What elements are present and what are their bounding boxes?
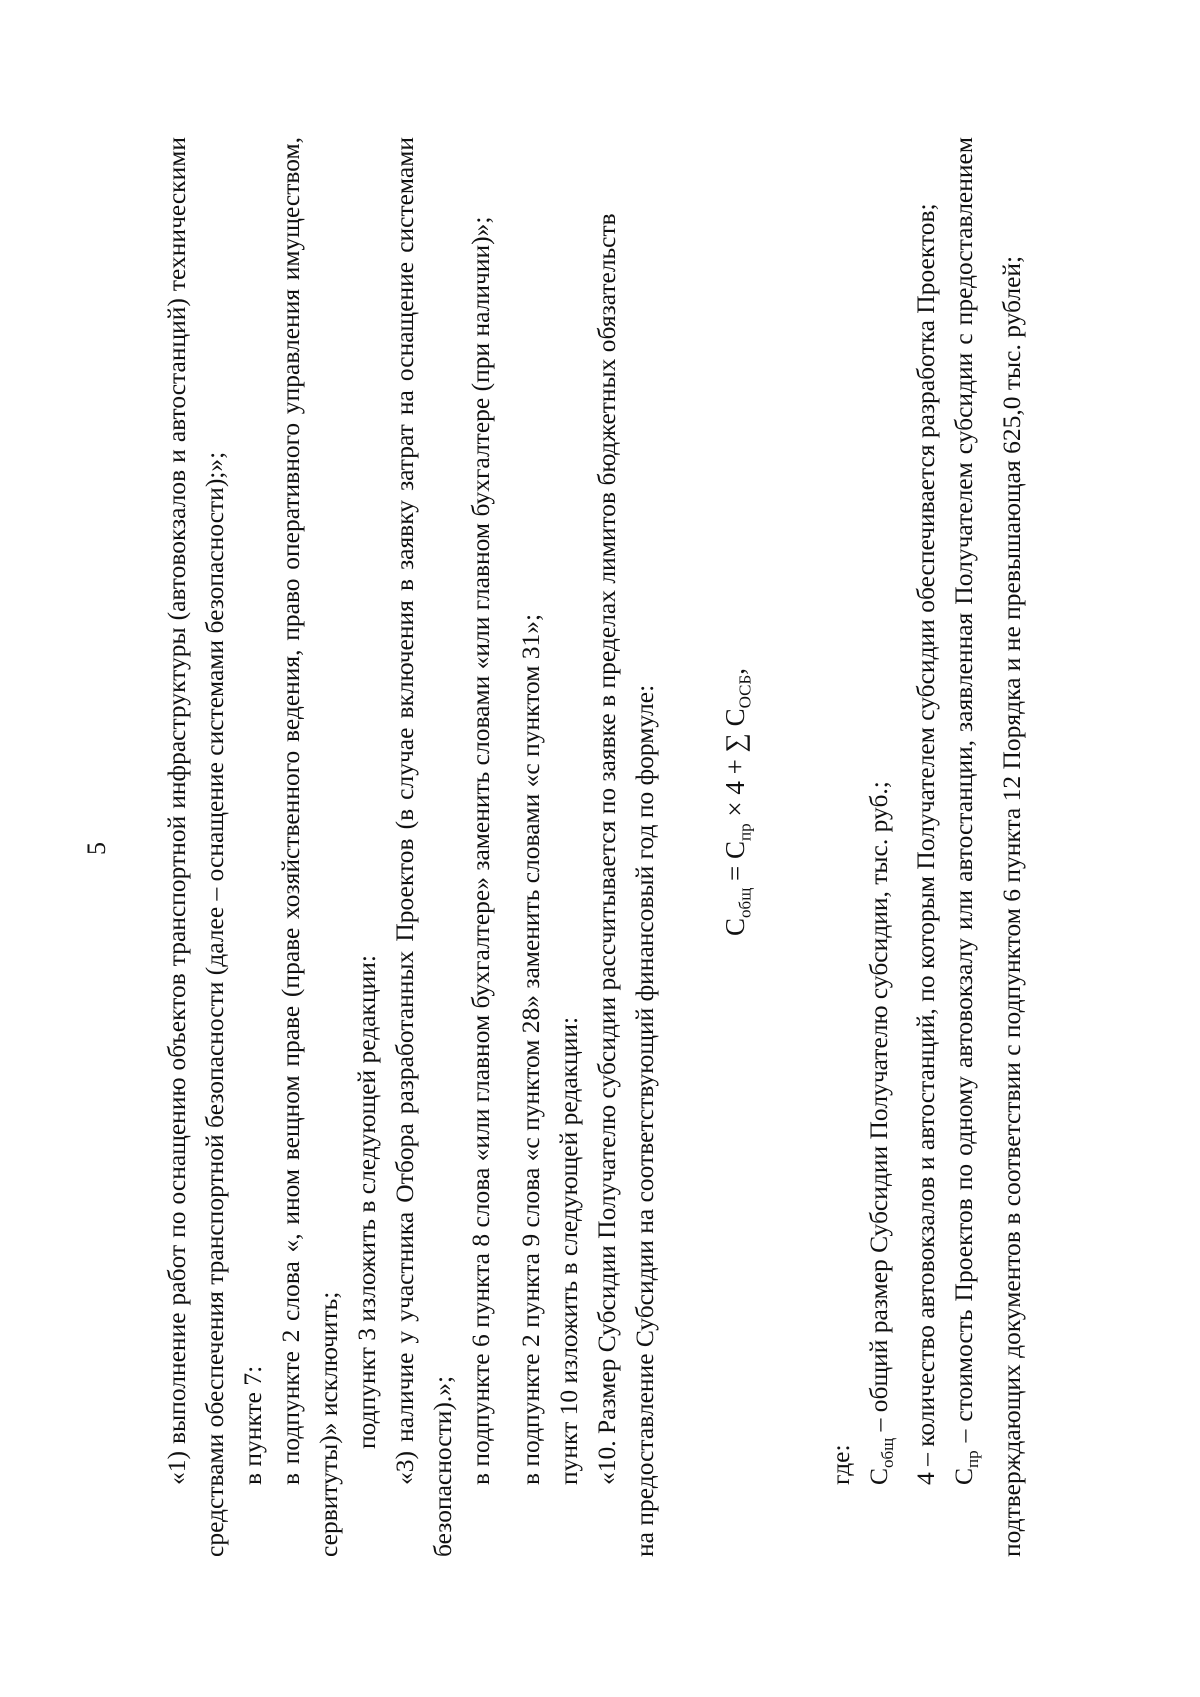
- page-number: 5: [82, 842, 111, 855]
- definitions-where: где:: [826, 1444, 856, 1485]
- paragraph-subpoint-6: в подпункте 6 пункта 8 слова «или главном бухгалтере» заменить словами «или главном бухгалтере (при наличии)»;: [466, 216, 495, 1485]
- paragraph-subpoint-3-intro: подпункт 3 изложить в следующей редакции:: [352, 955, 381, 1449]
- def1-symbol: C: [864, 1467, 894, 1485]
- definition-c-pr: [945, 137, 1030, 1557]
- formula-lhs: C: [720, 917, 750, 936]
- paragraph-point-7: в пункте 7:: [238, 1365, 267, 1485]
- def3-symbol: C: [949, 1467, 979, 1485]
- paragraph-subpoint-3-text: «3) наличие у участника Отбора разработанных Проектов (в случае включения в заявку затрат на оснащение системами безопасности).»;: [390, 137, 457, 1557]
- subsidy-formula: [716, 137, 764, 1557]
- paragraph-subpoint-2: в подпункте 2 слова «, ином вещном праве (праве хозяйственного ведения, право оперативного управления имуществом, сервитуты)» исключить;: [276, 137, 343, 1557]
- formula-times: × 4 + ∑ C: [720, 708, 750, 824]
- formula-eq: = C: [720, 840, 750, 888]
- definition-four: 4 – количество автовокзалов и автостанций, по которым Получателем субсидии обеспечивается разработка Проектов;: [911, 203, 941, 1485]
- def3-text: – стоимость Проектов по одному автовокзалу или автостанции, заявленная Получателем субсидии с предоставлением подтверждающих документов в соответствии с подпунктом 6 пункта 12 Порядка и не превышающая 625,0 тыс. рублей;: [949, 137, 1026, 1557]
- paragraph-point-10-intro: пункт 10 изложить в следующей редакции:: [554, 1016, 583, 1485]
- def3-sub: пр: [963, 1450, 983, 1468]
- paragraph-formula-intro: на предоставление Субсидии на соответствующий финансовый год по формуле:: [630, 684, 659, 1557]
- formula-lhs-sub: общ: [735, 887, 755, 918]
- paragraph-point-10-text: «10. Размер Субсидии Получателю субсидии рассчитывается по заявке в пределах лимитов бюджетных обязательств: [592, 213, 621, 1485]
- formula-tail: ,: [720, 668, 750, 675]
- definition-c-total: [860, 137, 907, 1557]
- def1-sub: общ: [878, 1437, 898, 1468]
- document-body: [158, 137, 1031, 1557]
- formula-pr-sub: пр: [735, 823, 755, 841]
- paragraph-item-1: «1) выполнение работ по оснащению объектов транспортной инфраструктуры (автовокзалов и автостанций) техническими средствами обеспечения транспортной безопасности (далее – оснащение системами безопасности);»;: [162, 137, 229, 1557]
- formula-osb-sub: ОСБ: [735, 674, 755, 709]
- def1-text: – общий размер Субсидии Получателю субсидии, тыс. руб.;: [864, 781, 894, 1438]
- paragraph-point-9: в подпункте 2 пункта 9 слова «с пунктом 28» заменить словами «с пунктом 31»;: [516, 613, 545, 1485]
